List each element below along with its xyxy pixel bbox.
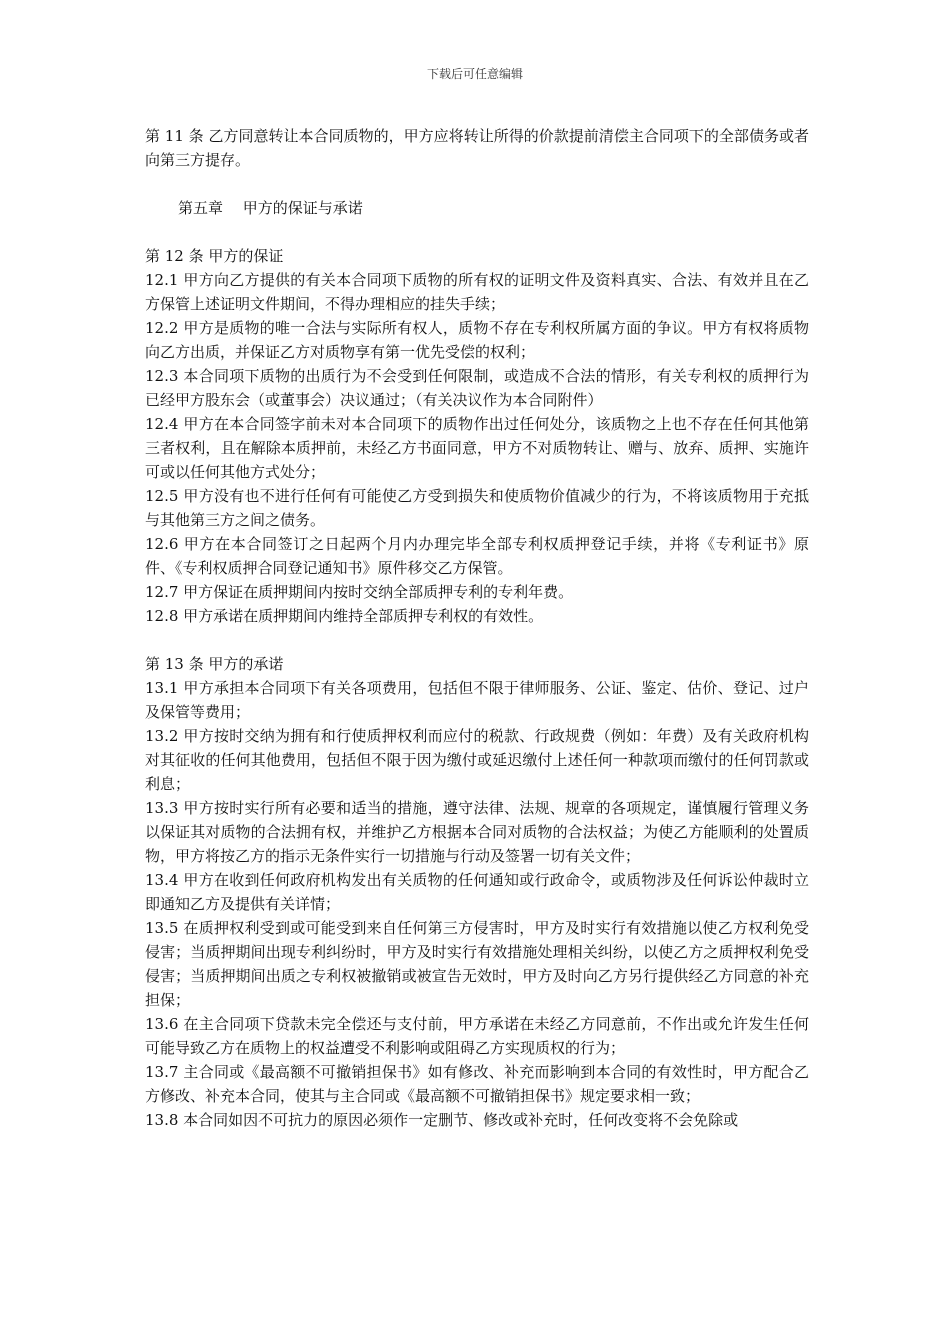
clause-13-6: 13.6 在主合同项下贷款未完全偿还与支付前，甲方承诺在未经乙方同意前，不作出或允许发生任何可能导致乙方在质物上的权益遭受不利影响或阻碍乙方实现质权的行为； <box>145 1015 809 1057</box>
article-11-text: 第 11 条 乙方同意转让本合同质物的，甲方应将转让所得的价款提前清偿主合同项下的全部债务或者向第三方提存。 <box>145 127 809 169</box>
article-12-title: 第 12 条 甲方的保证 <box>145 247 284 265</box>
page-header-note: 下载后可任意编辑 <box>426 67 523 81</box>
clause-12-4: 12.4 甲方在本合同签字前未对本合同项下的质物作出过任何处分，该质物之上也不存在任何其他第三者权利，且在解除本质押前，未经乙方书面同意，甲方不对质物转让、赠与、放弃、质押、实施许可或以任何其他方式处分； <box>145 415 809 481</box>
clause-13-7: 13.7 主合同或《最高额不可撤销担保书》如有修改、补充而影响到本合同的有效性时，甲方配合乙方修改、补充本合同，使其与主合同或《最高额不可撤销担保书》规定要求相一致； <box>145 1063 809 1105</box>
clause-12-8: 12.8 甲方承诺在质押期间内维持全部质押专利权的有效性。 <box>145 607 544 625</box>
clause-12-5: 12.5 甲方没有也不进行任何有可能使乙方受到损失和使质物价值减少的行为，不将该质物用于充抵与其他第三方之间之债务。 <box>145 487 809 529</box>
clause-12-6: 12.6 甲方在本合同签订之日起两个月内办理完毕全部专利权质押登记手续，并将《专利证书》原件、《专利权质押合同登记通知书》原件移交乙方保管。 <box>145 535 809 577</box>
chapter-5-title: 第五章 甲方的保证与承诺 <box>178 199 363 217</box>
clause-13-5: 13.5 在质押权利受到或可能受到来自任何第三方侵害时，甲方及时实行有效措施以使乙方权利免受侵害；当质押期间出现专利纠纷时，甲方及时实行有效措施处理相关纠纷，以使乙方之质押权利免受侵害；当质押期间出质之专利权被撤销或被宣告无效时，甲方及时向乙方另行提供经乙方同意的补充担保； <box>145 919 809 1009</box>
contract-body <box>145 124 809 1132</box>
article-13-title: 第 13 条 甲方的承诺 <box>145 655 284 673</box>
clause-12-3: 12.3 本合同项下质物的出质行为不会受到任何限制，或造成不合法的情形，有关专利权的质押行为已经甲方股东会（或董事会）决议通过；（有关决议作为本合同附件） <box>145 367 809 409</box>
clause-13-4: 13.4 甲方在收到任何政府机构发出有关质物的任何通知或行政命令，或质物涉及任何诉讼仲裁时立即通知乙方及提供有关详情； <box>145 871 809 913</box>
clause-13-3: 13.3 甲方按时实行所有必要和适当的措施，遵守法律、法规、规章的各项规定，谨慎履行管理义务以保证其对质物的合法拥有权，并维护乙方根据本合同对质物的合法权益；为使乙方能顺利的处置质物，甲方将按乙方的指示无条件实行一切措施与行动及签署一切有关文件； <box>145 799 809 865</box>
clause-12-2: 12.2 甲方是质物的唯一合法与实际所有权人，质物不存在专利权所属方面的争议。甲方有权将质物向乙方出质，并保证乙方对质物享有第一优先受偿的权利； <box>145 319 809 361</box>
clause-13-8: 13.8 本合同如因不可抗力的原因必须作一定删节、修改或补充时，任何改变将不会免除或 <box>145 1111 739 1129</box>
clause-13-1: 13.1 甲方承担本合同项下有关各项费用，包括但不限于律师服务、公证、鉴定、估价、登记、过户及保管等费用； <box>145 679 809 721</box>
clause-12-7: 12.7 甲方保证在质押期间内按时交纳全部质押专利的专利年费。 <box>145 583 574 601</box>
spacer <box>145 172 809 196</box>
clause-13-2: 13.2 甲方按时交纳为拥有和行使质押权利而应付的税款、行政规费（例如：年费）及有关政府机构对其征收的任何其他费用，包括但不限于因为缴付或延迟缴付上述任何一种款项而缴付的任何罚款或利息； <box>145 727 809 793</box>
spacer <box>145 220 809 244</box>
clause-12-1: 12.1 甲方向乙方提供的有关本合同项下质物的所有权的证明文件及资料真实、合法、有效并且在乙方保管上述证明文件期间，不得办理相应的挂失手续； <box>145 271 809 313</box>
spacer <box>145 628 809 652</box>
